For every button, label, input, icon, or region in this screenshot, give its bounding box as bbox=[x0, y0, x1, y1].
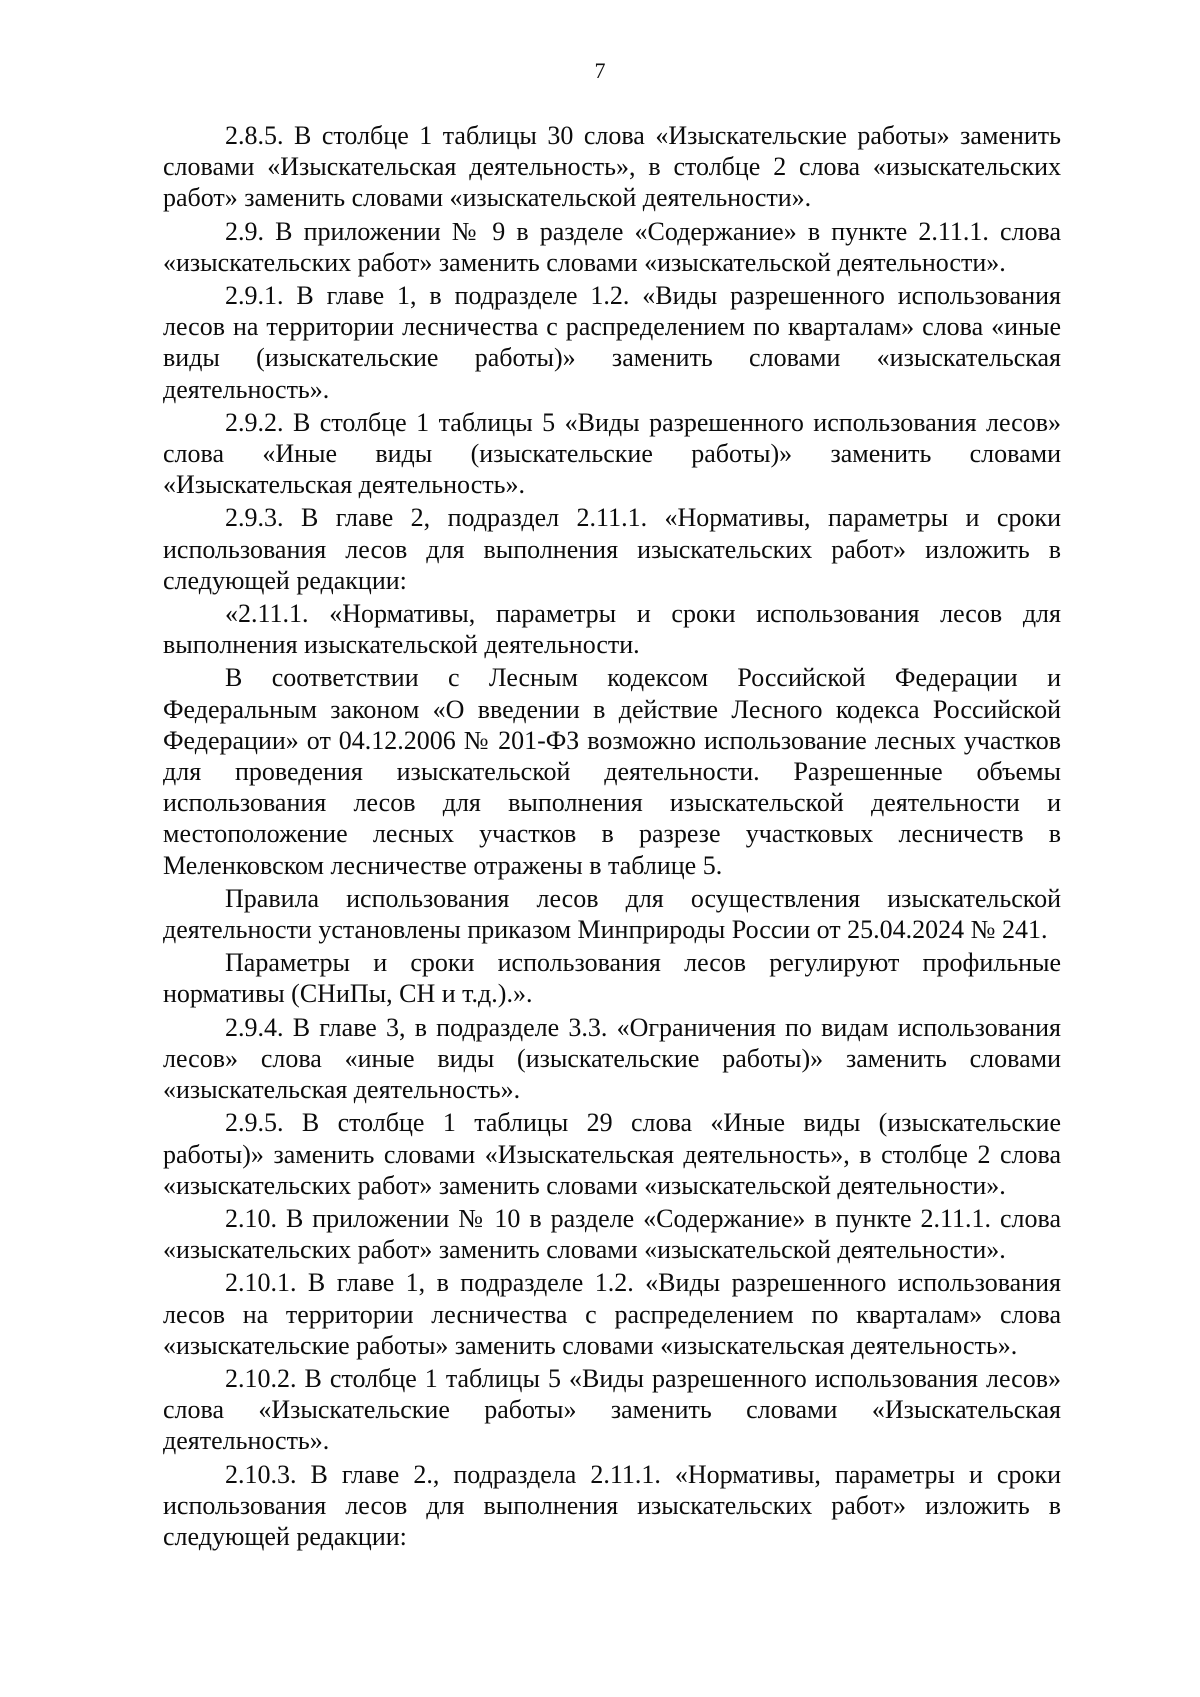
paragraph-2-10-3: 2.10.3. В главе 2., подраздела 2.11.1. «Нормативы, параметры и сроки использования лесов для выполнения изыскательских работ» изложить в следующей редакции: bbox=[163, 1459, 1061, 1551]
paragraph-2-10-2: 2.10.2. В столбце 1 таблицы 5 «Виды разрешенного использования лесов» слова «Изыскательские работы» заменить словами «Изыскательская деятельность». bbox=[163, 1363, 1061, 1456]
paragraph-2-9-3: 2.9.3. В главе 2, подраздел 2.11.1. «Нормативы, параметры и сроки использования лесов для выполнения изыскательских работ» изложить в следующей редакции: bbox=[163, 503, 1061, 595]
paragraph-2-9-5: 2.9.5. В столбце 1 таблицы 29 слова «Иные виды (изыскательские работы)» заменить словами «Изыскательская деятельность», в столбце 2 слова «изыскательских работ» заменить словами «изыскательской деятельности». bbox=[163, 1108, 1061, 1200]
paragraph-quoted-rules: Правила использования лесов для осуществления изыскательской деятельности установлены приказом Минприроды России от 25.04.2024 № 241. bbox=[163, 883, 1061, 945]
document-body bbox=[163, 120, 1061, 1554]
paragraph-2-9-4: 2.9.4. В главе 3, в подразделе 3.3. «Ограничения по видам использования лесов» слова «иные виды (изыскательские работы)» заменить словами «изыскательская деятельность». bbox=[163, 1012, 1061, 1105]
paragraph-quoted-2-11-1-title: «2.11.1. «Нормативы, параметры и сроки использования лесов для выполнения изыскательской деятельности. bbox=[163, 599, 1061, 660]
paragraph-quoted-parameters: Параметры и сроки использования лесов регулируют профильные нормативы (СНиПы, СН и т.д.).». bbox=[163, 948, 1061, 1009]
paragraph-2-9-1: 2.9.1. В главе 1, в подразделе 1.2. «Виды разрешенного использования лесов на территории лесничества с распределением по кварталам» слова «иные виды (изыскательские работы)» заменить словами «изыскательская деятельность». bbox=[163, 281, 1061, 404]
paragraph-quoted-forest-code: В соответствии с Лесным кодексом Российской Федерации и Федеральным законом «О введении в действие Лесного кодекса Российской Федерации» от 04.12.2006 № 201-ФЗ возможно использование лесных участков для проведения изыскательской деятельности. Разрешенные объемы использования лесов для выполнения изыскательской деятельности и местоположение лесных участков в разрезе участковых лесничеств в Меленковском лесничестве отражены в таблице 5. bbox=[163, 663, 1061, 880]
page-number: 7 bbox=[594, 58, 606, 83]
paragraph-2-9: 2.9. В приложении № 9 в разделе «Содержание» в пункте 2.11.1. слова «изыскательских работ» заменить словами «изыскательской деятельности». bbox=[163, 216, 1061, 277]
paragraph-2-10: 2.10. В приложении № 10 в разделе «Содержание» в пункте 2.11.1. слова «изыскательских работ» заменить словами «изыскательской деятельности». bbox=[163, 1203, 1061, 1265]
paragraph-2-9-2: 2.9.2. В столбце 1 таблицы 5 «Виды разрешенного использования лесов» слова «Иные виды (изыскательские работы)» заменить словами «Изыскательская деятельность». bbox=[163, 407, 1061, 500]
paragraph-2-10-1: 2.10.1. В главе 1, в подразделе 1.2. «Виды разрешенного использования лесов на территории лесничества с распределением по кварталам» слова «изыскательские работы» заменить словами «изыскательская деятельность». bbox=[163, 1268, 1061, 1360]
paragraph-2-8-5: 2.8.5. В столбце 1 таблицы 30 слова «Изыскательские работы» заменить словами «Изыскательская деятельность», в столбце 2 слова «изыскательских работ» заменить словами «изыскательской деятельности». bbox=[163, 121, 1061, 213]
